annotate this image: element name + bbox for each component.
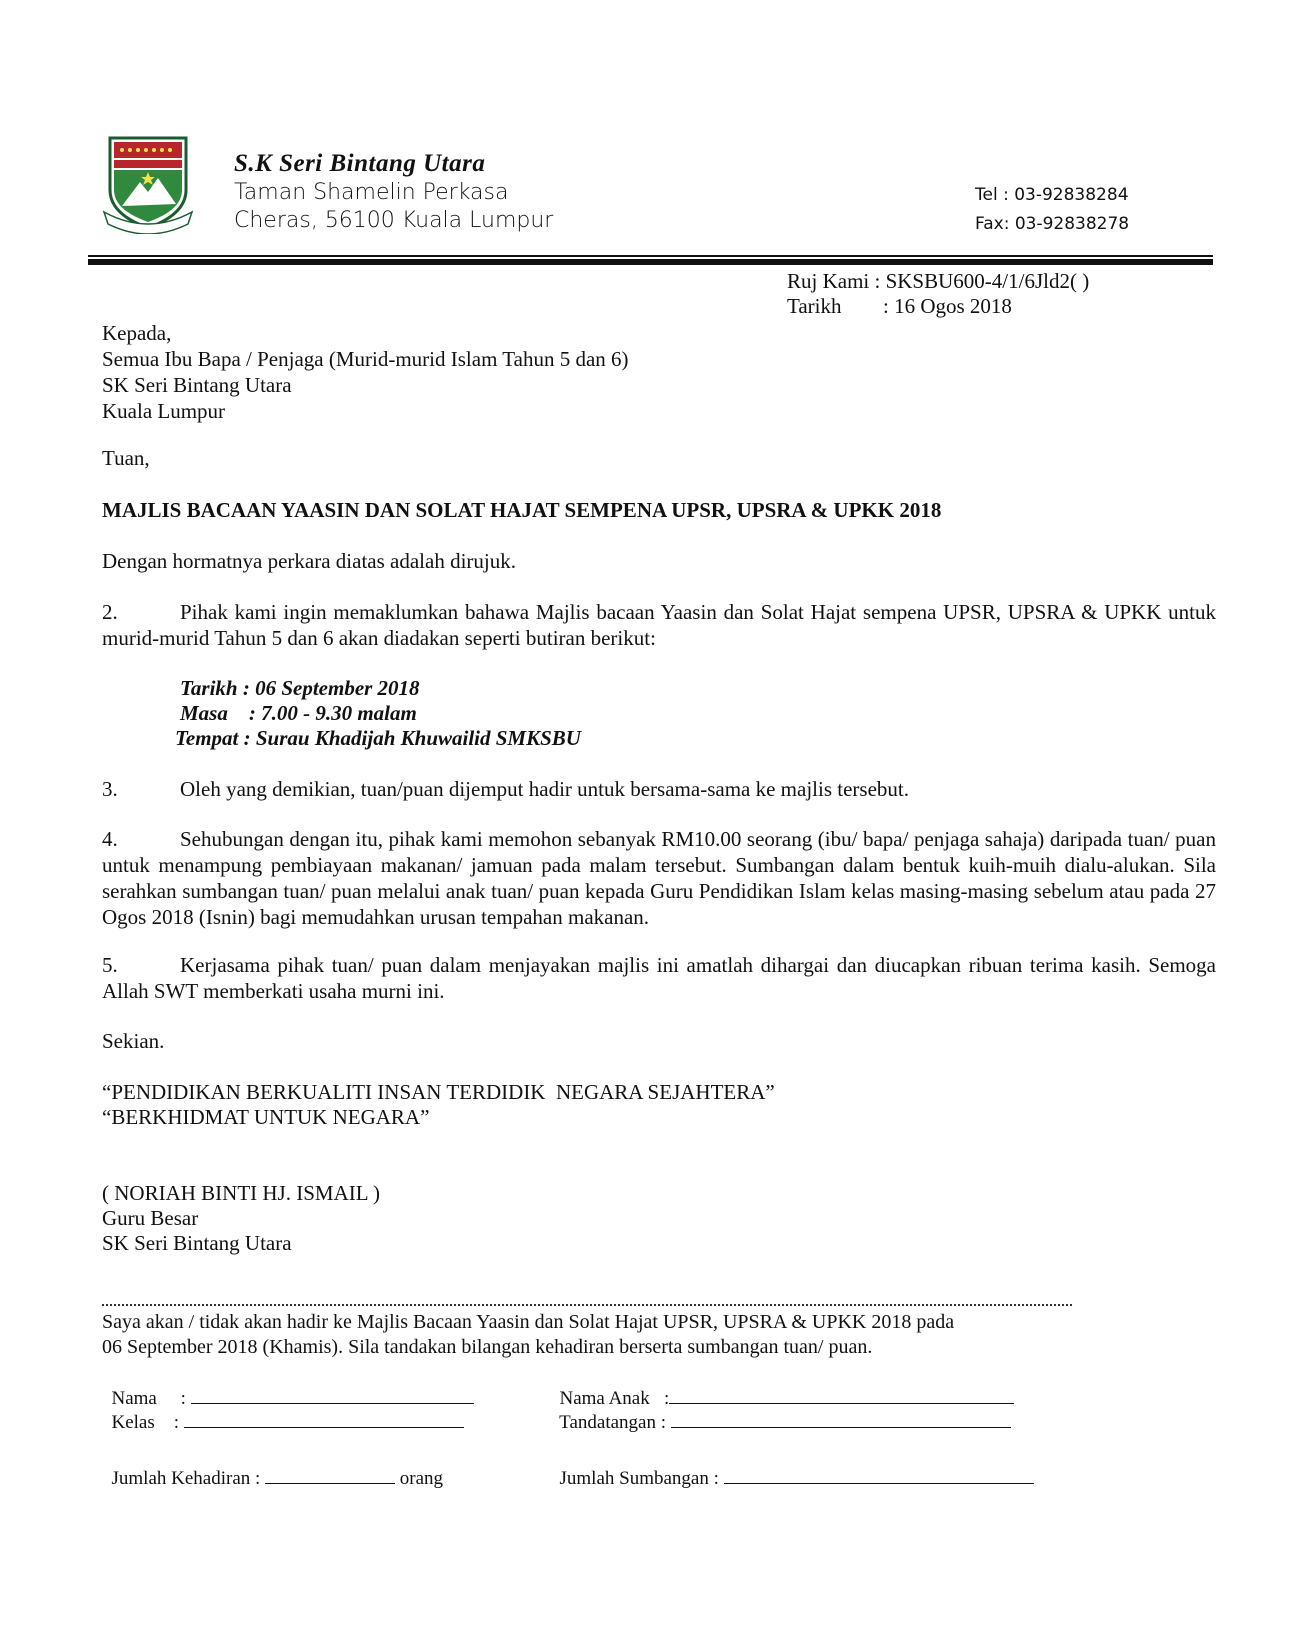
signatory-name: ( NORIAH BINTI HJ. ISMAIL ) xyxy=(102,1181,381,1205)
date-label: Tarikh xyxy=(787,294,842,318)
paragraph-4-text: Sehubungan dengan itu, pihak kami memohon sebanyak RM10.00 seorang (ibu/ bapa/ penjaga sahaja) daripada tuan/ puan untuk menampung pembiayaan makanan/ jamuan pada malam tersebut. Sumbangan dalam bentuk kuih-muih dialu-alukan. Sila serahkan sumbangan tuan/ puan melalui anak tuan/ puan kepada Guru Pendidikan Islam kelas masing-masing sebelum atau pada 27 Ogos 2018 (Isnin) bagi memudahkan urusan tempahan makanan. xyxy=(102,827,1216,929)
paragraph-5-text: Kerjasama pihak tuan/ puan dalam menjayakan majlis ini amatlah dihargai dan diucapkan ribuan terima kasih. Semoga Allah SWT memberkati usaha murni ini. xyxy=(102,953,1216,1003)
paragraph-2-number: 2. xyxy=(102,600,118,624)
jumlah-sumbangan-field[interactable] xyxy=(550,1440,1034,1492)
detail-venue: Tempat : Surau Khadijah Khuwailid SMKSBU xyxy=(175,726,581,750)
recipient-line-3: SK Seri Bintang Utara xyxy=(102,373,292,397)
recipient-line-1: Kepada, xyxy=(102,321,172,345)
address-line-2: Cheras, 56100 Kuala Lumpur xyxy=(234,208,554,233)
tear-off-line xyxy=(102,1304,1072,1306)
jumlah-kehadiran-blank[interactable] xyxy=(265,1467,395,1484)
jumlah-sumbangan-label: Jumlah Sumbangan : xyxy=(559,1468,719,1489)
slip-text-line-2: 06 September 2018 (Khamis). Sila tandakan bilangan kehadiran berserta sumbangan tuan/ puan. xyxy=(102,1336,873,1358)
header-rule-thick xyxy=(88,259,1213,265)
paragraph-4-number: 4. xyxy=(102,827,118,851)
fax: Fax: 03-92838278 xyxy=(975,214,1130,234)
recipient-line-2: Semua Ibu Bapa / Penjaga (Murid-murid Islam Tahun 5 dan 6) xyxy=(102,347,629,371)
subject-heading: MAJLIS BACAAN YAASIN DAN SOLAT HAJAT SEMPENA UPSR, UPSRA & UPKK 2018 xyxy=(102,498,942,522)
signatory-school: SK Seri Bintang Utara xyxy=(102,1231,292,1255)
nama-label: Nama : xyxy=(111,1388,186,1409)
jumlah-kehadiran-label: Jumlah Kehadiran : xyxy=(111,1468,261,1489)
date-value: : 16 Ogos 2018 xyxy=(883,294,1012,318)
slip-text-line-1: Saya akan / tidak akan hadir ke Majlis Bacaan Yaasin dan Solat Hajat UPSR, UPSRA & UPKK 2018 pada xyxy=(102,1311,955,1333)
tandatangan-field[interactable] xyxy=(550,1384,1011,1436)
paragraph-2-text: Pihak kami ingin memaklumkan bahawa Majlis bacaan Yaasin dan Solat Hajat sempena UPSR, UPSRA & UPKK untuk murid-murid Tahun 5 dan 6 akan diadakan seperti butiran berikut: xyxy=(102,600,1216,650)
jumlah-sumbangan-blank[interactable] xyxy=(724,1467,1034,1484)
recipient-block xyxy=(102,320,629,424)
reference-number: Ruj Kami : SKSBU600-4/1/6Jld2( ) xyxy=(787,269,1090,293)
kelas-blank[interactable] xyxy=(184,1411,464,1428)
motto-2: “BERKHIDMAT UNTUK NEGARA” xyxy=(102,1105,430,1129)
intro-text: Dengan hormatnya perkara diatas adalah dirujuk. xyxy=(102,549,517,573)
slip-text xyxy=(102,1310,954,1360)
paragraph-5 xyxy=(102,952,1216,1004)
paragraph-2 xyxy=(102,599,1216,651)
letter-date xyxy=(787,293,1012,319)
address-line-1: Taman Shamelin Perkasa xyxy=(234,180,509,205)
paragraph-5-number: 5. xyxy=(102,953,118,977)
header-rule-thin xyxy=(88,255,1213,257)
paragraph-3-number: 3. xyxy=(102,777,118,801)
kelas-label: Kelas : xyxy=(111,1412,180,1433)
paragraph-3 xyxy=(102,776,1216,802)
paragraph-4 xyxy=(102,826,1216,930)
nama-anak-label: Nama Anak : xyxy=(559,1388,670,1409)
school-crest-logo xyxy=(100,132,196,234)
tandatangan-label: Tandatangan : xyxy=(559,1412,666,1433)
motto-1: “PENDIDIKAN BERKUALITI INSAN TERDIDIK NEGARA SEJAHTERA” xyxy=(102,1080,775,1104)
tandatangan-blank[interactable] xyxy=(671,1411,1011,1428)
detail-time: Masa : 7.00 - 9.30 malam xyxy=(180,701,417,725)
detail-date: Tarikh : 06 September 2018 xyxy=(180,676,420,700)
kelas-field[interactable] xyxy=(102,1384,464,1436)
paragraph-3-text: Oleh yang demikian, tuan/puan dijemput hadir untuk bersama-sama ke majlis tersebut. xyxy=(180,777,909,801)
telephone: Tel : 03-92838284 xyxy=(975,185,1129,205)
salutation: Tuan, xyxy=(102,446,150,470)
jumlah-kehadiran-field[interactable] xyxy=(102,1440,443,1492)
closing: Sekian. xyxy=(102,1029,165,1053)
recipient-line-4: Kuala Lumpur xyxy=(102,399,226,423)
orang-label: orang xyxy=(399,1468,444,1489)
school-name: S.K Seri Bintang Utara xyxy=(234,150,486,177)
signatory-title: Guru Besar xyxy=(102,1206,199,1230)
